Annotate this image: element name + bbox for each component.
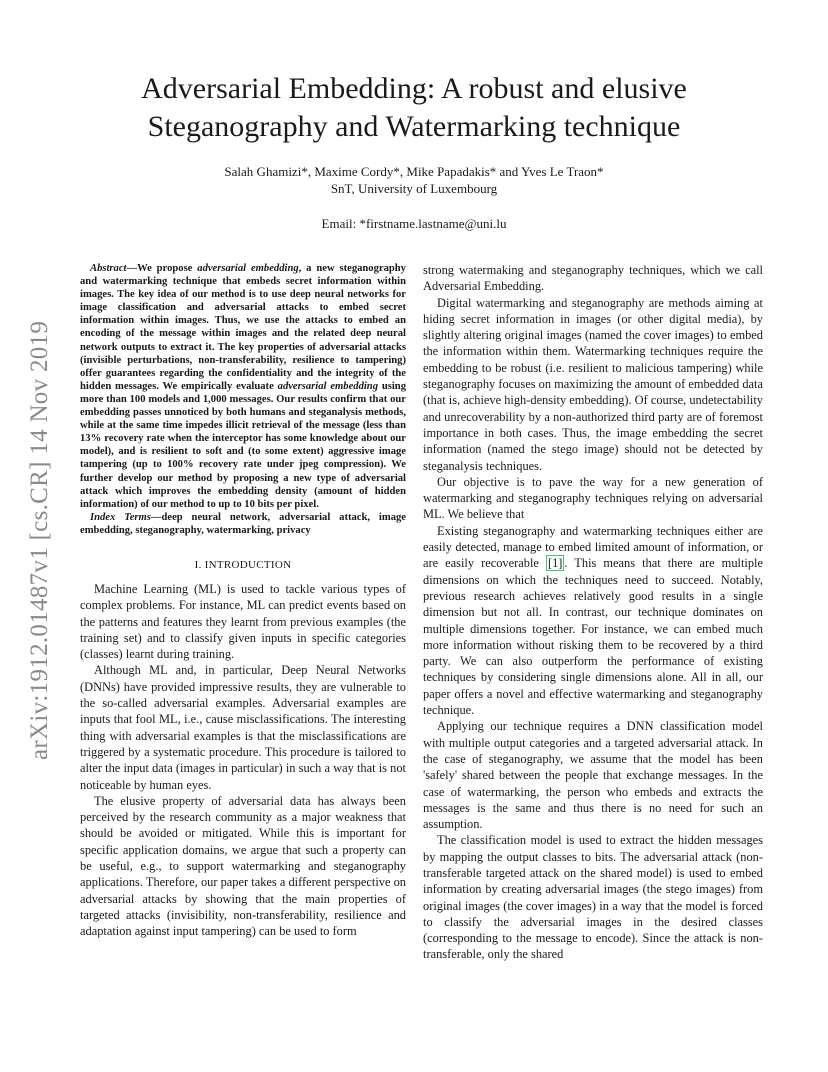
paragraph-applying-technique: Applying our technique requires a DNN classification model with multiple output categories and a targeted adversarial attack. In the case of steganography, we assume that the model has been 'safely' shared between the people that exchange messages. In the case of watermarking, the person who embeds and extracts the messages is the same and thus there is no need for such an assumption. [423, 719, 763, 832]
section-heading-introduction: I. INTRODUCTION [194, 558, 292, 571]
existing-techniques-text-2: . This means that there are multiple dimensions on which the techniques need to succeed. Notably, previous research achieves relatively good results in a single dimension but not all. In contrast, our technique dominates on multiple dimensions together. For instance, we can embed much more information without risking them to be recovered by a third party. We can also outperform the performance of existing techniques by considering single dimensions alone. All in all, our paper offers a novel and effective watermarking and steganography technique. [423, 556, 763, 718]
paragraph-watermarking-definition: Digital watermarking and steganography are methods aiming at hiding secret information in images (or other digital media), by slightly altering original images (named the cover images) to embed the information within them. Watermarking techniques require the embedding to be robust (i.e. resilient to malicious tampering) while steganography focuses on maximizing the amount of embedded data (that is, achieve high-density embedding). Of course, undetectability and unrecoverability by a non-authorized third party are of foremost importance in both cases. Thus, the image embedding the secret information (named the stego image) should not be detected by steganalysis techniques. [423, 295, 763, 473]
intro-paragraph-1: Machine Learning (ML) is used to tackle various types of complex problems. For instance, ML can predict events based on the patterns and features they learnt from previous examples (the training set) and to classify given inputs in specific categories (classes) learnt during training. [80, 581, 406, 662]
intro-paragraph-2: Although ML and, in particular, Deep Neural Networks (DNNs) have provided impressive results, they are vulnerable to the so-called adversarial examples. Adversarial examples are inputs that fool ML, i.e., cause misclassifications. The interesting thing with adversarial examples is that the misclassifications are triggered by a systematic procedure. This procedure is tailored to alter the input data (images in particular) in such a way that is not noticeable by human eyes. [80, 663, 406, 792]
left-column [80, 262, 406, 940]
index-terms [80, 511, 406, 537]
abstract-dash: —We propose [126, 263, 198, 274]
citation-link-1[interactable]: [1] [547, 556, 563, 571]
arxiv-identifier: arXiv:1912.01487v1 [cs.CR] 14 Nov 2019 [26, 320, 53, 760]
right-column [423, 262, 763, 963]
paragraph-existing-techniques [423, 523, 763, 719]
intro-paragraph-3: The elusive property of adversarial data has always been perceived by the research community as a major weakness that should be avoided or mitigated. While this is important for specific application domains, we argue that such a property can be useful, e.g., to support watermarking and steganography applications. Therefore, our paper takes a different perspective on adversarial attacks by showing that the main properties of targeted attacks (invisibility, non-transferability, resilience and adaptation against input tampering) can be used to form [80, 793, 406, 939]
abstract-text-1: , a new steganography and watermarking technique that embeds secret information within images. The key idea of our method is to use deep neural networks for image classification and adversarial attacks to embed secret information within images. Thus, we use the attacks to embed an encoding of the message within images and the related deep neural network outputs to extract it. The key properties of adversarial attacks (invisible perturbations, non-transferability, resilience to tampering) offer guarantees regarding the confidentiality and the integrity of the hidden messages. We empirically evaluate [80, 263, 406, 392]
title-line-1: Adversarial Embedding: A robust and elusive [141, 72, 687, 105]
paper-title [60, 70, 768, 146]
author-names: Salah Ghamizi*, Maxime Cordy*, Mike Papadakis* and Yves Le Traon* [224, 164, 604, 179]
author-block [60, 163, 768, 197]
existing-techniques-text-1: Existing steganography and watermarking techniques either are easily detected, manage to embed limited amount of information, or are easily recoverable [423, 523, 763, 571]
paragraph-objective: Our objective is to pave the way for a new generation of watermarking and steganography techniques relying on adversarial ML. We believe that [423, 474, 763, 522]
abstract-label: Abstract [90, 263, 127, 274]
abstract [80, 262, 406, 511]
contact-email: Email: *firstname.lastname@uni.lu [321, 216, 507, 231]
continuation-paragraph: strong watermaking and steganography techniques, which we call Adversarial Embedding. [423, 263, 763, 294]
abstract-emphasis-2: adversarial embedding [277, 380, 378, 392]
abstract-emphasis-1: adversarial embedding [197, 263, 299, 274]
index-terms-text: —deep neural network, adversarial attack, image embedding, steganography, watermarking, privacy [80, 511, 406, 536]
affiliation: SnT, University of Luxembourg [330, 181, 498, 196]
abstract-text-2: using more than 100 models and 1,000 messages. Our results confirm that our embedding passes unnoticed by both humans and steganalysis methods, while at the same time impedes illicit retrieval of the message (less than 13% recovery rate when the interceptor has some knowledge about our model), and is resilient to soft and (to some extent) aggressive image tampering (up to 100% recovery rate under jpeg compression). We further develop our method by proposing a new type of adversarial attack which improves the embedding density (amount of hidden information) of our method to up to 10 bits per pixel. [80, 380, 406, 510]
paragraph-classification-model: The classification model is used to extract the hidden messages by mapping the output classes to bits. The adversarial attack (non-transferable targeted attack on the shared model) is used to embed information by creating adversarial images (the stego images) from original images (the cover images) in a way that the model is forced to classify the adversarial images in the desired classes (corresponding to the message to encode). Since the attack is non-transferable, only the shared [423, 833, 763, 962]
index-terms-label: Index Terms [90, 511, 151, 523]
title-line-2: Steganography and Watermarking technique [147, 110, 681, 143]
